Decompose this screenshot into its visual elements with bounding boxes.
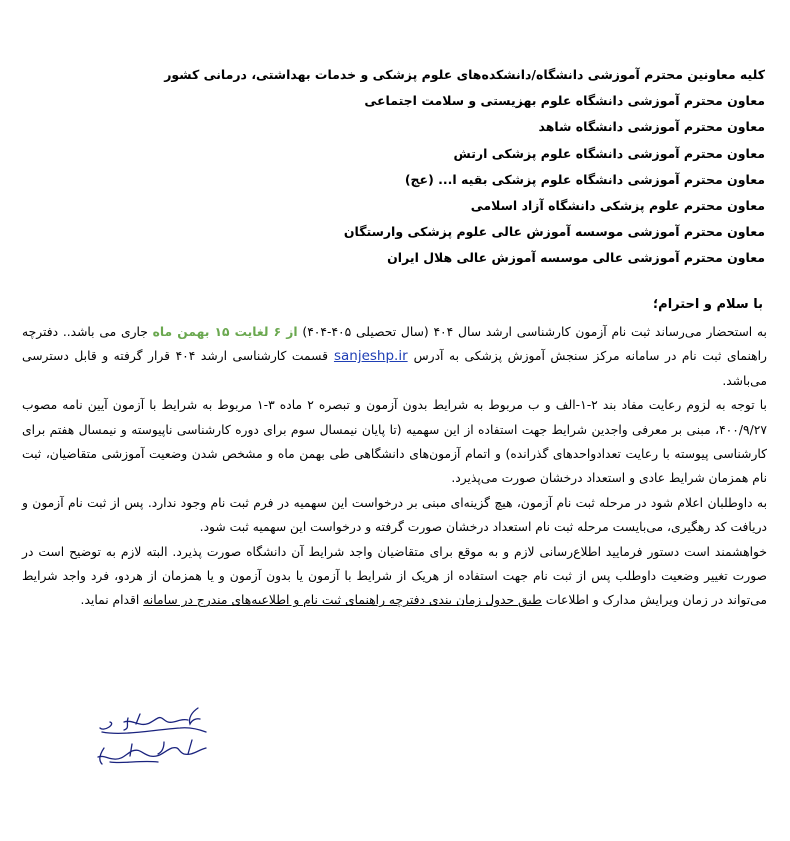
- addressee-line: معاون محترم آموزشی دانشگاه علوم بهزیستی و سلامت اجتماعی: [364, 93, 765, 109]
- addressee-list: [20, 62, 765, 272]
- addressee-line: معاون محترم آموزشی عالی موسسه آموزش عالی هلال ایران: [387, 250, 765, 266]
- paragraph-request: [22, 540, 767, 613]
- paragraph-announcement: [22, 320, 767, 393]
- para4-text: خواهشمند است دستور فرمایید اطلاع‌رسانی لازم و به موقع برای متقاضیان واجد شرایط آن دانشگاه صورت پذیرد. البته لازم به توضیح است در صورت تغییر وضعیت داوطلب پس از ثبت نام جهت استفاده از هریک از شرایط با آزمون یا بدون آزمون و یا همزمان از هردو، فرد واجد شرایط می‌تواند در زمان ویرایش مدارک و اطلاعات: [22, 544, 767, 608]
- letter-body: [22, 320, 767, 613]
- addressee-line: معاون محترم آموزشی دانشگاه شاهد: [538, 119, 765, 135]
- para1-end: قسمت کارشناسی ارشد ۴۰۴ قرار گرفته و قابل دسترسی می‌باشد.: [22, 349, 767, 388]
- para4-end: اقدام نماید.: [80, 593, 144, 608]
- paragraph-registration: به داوطلبان اعلام شود در مرحله ثبت نام آزمون، هیچ گزینه‌ای مبنی بر درخواست این سهمیه در فرم ثبت نام وجود ندارد. پس از ثبت نام آزمون و دریافت کد رهگیری، می‌بایست مرحله ثبت نام استعداد درخشان صورت گرفته و درخواست این سهمیه ثبت شود.: [22, 495, 767, 535]
- para1-after: جاری می باشد.. دفترچه راهنمای ثبت نام در سامانه مرکز سنجش آموزش پزشکی به آدرس: [22, 325, 767, 364]
- addressee-line: معاون محترم آموزشی دانشگاه علوم پزشکی بقیه ا... (عج): [404, 171, 765, 187]
- addressee-line: کلیه معاونین محترم آموزشی دانشگاه/دانشکده‌های علوم پزشکی و خدمات بهداشتی، درمانی کشور: [164, 67, 765, 82]
- signature-image: [80, 700, 220, 790]
- sanjeshp-link[interactable]: sanjeshp.ir: [333, 348, 408, 365]
- greeting: با سلام و احترام؛: [652, 297, 763, 312]
- addressee-line: معاون محترم آموزشی موسسه آموزش عالی علوم پزشکی وارستگان: [343, 224, 765, 240]
- underlined-schedule: طبق جدول زمان بندی دفترچه راهنمای ثبت نام و اطلاعیه‌های مندرج در سامانه: [143, 593, 542, 608]
- para1-before: به استحضار می‌رساند ثبت نام آزمون کارشناسی ارشد سال ۴۰۴ (سال تحصیلی ۴۰۵-۴۰۴): [297, 325, 767, 339]
- addressee-line: معاون محترم علوم پزشکی دانشگاه آزاد اسلامی: [470, 197, 765, 213]
- addressee-line: معاون محترم آموزشی دانشگاه علوم پزشکی ارتش: [453, 145, 765, 161]
- paragraph-conditions: با توجه به لزوم رعایت مفاد بند ۲-۱-الف و ب مربوط به شرایط بدون آزمون و تبصره ۲ ماده ۳-۱ مربوط به شرایط با آزمون آیین نامه مصوب ۴۰۰/۹/۲۷، مبنی بر معرفی واجدین شرایط جهت استفاده از این سهمیه (تا پایان نیمسال سوم برای دوره کارشناسی ناپیوسته و نیمسال هفتم برای کارشناسی پیوسته با رعایت تعدادواحدهای گذرانده) و اتمام آزمون‌های دانشگاهی طی بهمن ماه و مشخص شدن وضعیت آموزشی متقاضیان، ثبت نام همزمان شرایط عادی و استعداد درخشان صورت می‌پذیرد.: [22, 398, 767, 486]
- date-range-highlight: از ۶ لغایت ۱۵ بهمن ماه: [152, 325, 298, 339]
